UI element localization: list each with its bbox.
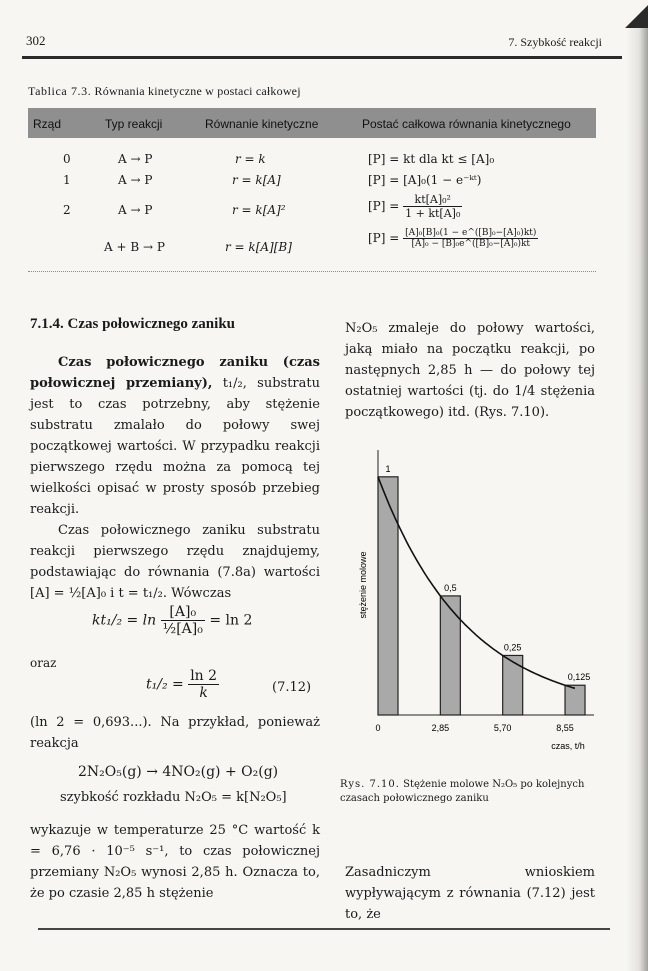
row-order: 0: [63, 152, 71, 166]
lead-paragraph: [30, 352, 320, 604]
oraz-label: oraz: [30, 656, 57, 670]
row-rate: r = k[A][B]: [225, 240, 292, 254]
bar-value-label: 0,125: [567, 672, 591, 683]
page-edge-shadow: [626, 0, 648, 971]
integral-numerator: [A]₀[B]₀(1 − e^([B]₀−[A]₀)kt): [405, 228, 537, 238]
bar-value-label: 0,5: [444, 582, 457, 593]
row-integral: [368, 193, 462, 220]
integral-lhs: [P] =: [368, 199, 400, 213]
table-bottom-rule: [28, 271, 596, 272]
footer-rule: [38, 928, 610, 930]
page-number: 302: [26, 33, 46, 48]
bar-value-label: 1: [385, 463, 391, 474]
table-caption-text: Równania kinetyczne w postaci całkowej: [94, 84, 301, 98]
table-caption-label: Tablica 7.3.: [28, 84, 92, 98]
table-header-integral: Postać całkowa równania kinetycznego: [362, 117, 571, 131]
table-caption: [28, 84, 301, 99]
table-header-rate: Równanie kinetyczne: [205, 117, 319, 131]
eq1-denominator: ½[A]₀: [162, 621, 203, 637]
chart-bar: [440, 596, 460, 715]
eq1-rhs: = ln 2: [209, 612, 253, 629]
x-tick-label: 0: [375, 723, 381, 733]
x-axis-label: czas, t/h: [551, 741, 585, 751]
section-title: 7.1.4. Czas połowicznego zaniku: [30, 316, 236, 332]
equation-number: (7.12): [272, 680, 312, 695]
figure-caption-text: Stężenie molowe N₂O₅ po kolejnych czasach połowicznego zaniku: [340, 779, 585, 804]
rate-law: szybkość rozkładu N₂O₅ = k[N₂O₅]: [60, 790, 287, 805]
chart-bar: [565, 685, 585, 715]
figure-label: Rys. 7.10.: [340, 779, 400, 790]
y-axis-label: stężenie molowe: [358, 551, 368, 619]
lead-bold: Czas połowicznego zaniku (czas połowicznej przemiany),: [30, 355, 320, 391]
table-header-type: Typ reakcji: [105, 117, 163, 131]
row-integral: [P] = kt dla kt ≤ [A]₀: [368, 152, 495, 166]
row-type: A → P: [118, 203, 153, 217]
half-life-chart: [336, 450, 606, 770]
row-order: 2: [63, 203, 71, 217]
integral-numerator: kt[A]₀²: [403, 193, 462, 207]
chart-bar: [378, 477, 398, 715]
integral-lhs: [P] =: [368, 231, 400, 245]
row-type: A → P: [118, 173, 153, 187]
row-type: A → P: [118, 152, 153, 166]
paragraph-2: Czas połowicznego zaniku substratu reakcji pierwszego rzędu znajdujemy, podstawiając do równania (7.8a) wartości [A] = ½[A]₀ i t = t₁/₂. Wówczas: [30, 523, 320, 601]
bar-value-label: 0,25: [503, 642, 522, 653]
page-corner: [618, 0, 648, 28]
row-integral: [P] = [A]₀(1 − e⁻ᵏᵗ): [368, 173, 482, 187]
row-rate: r = k[A]²: [232, 203, 286, 217]
table-header-order: Rząd: [33, 117, 62, 131]
x-tick-label: 8,55: [556, 723, 574, 733]
eq2-denominator: k: [199, 685, 208, 701]
row-type: A + B → P: [104, 240, 165, 254]
right-paragraph: N₂O₅ zmaleje do połowy wartości, jaką miało na początku reakcji, po następnych 2,85 h — do połowy tej ostatniej wartości (tj. do 1/4 stężenia początkowego) itd. (Rys. 7.10).: [345, 321, 595, 420]
paragraph-4: wykazuje w temperaturze 25 °C wartość k = 6,76 · 10⁻⁵ s⁻¹, to czas połowicznej przemiany N₂O₅ wynosi 2,85 h. Oznacza to, że po czasie 2,85 h stężenie: [30, 823, 320, 901]
row-integral: [368, 228, 538, 249]
right-paragraph-bottom: Zasadniczym wnioskiem wypływającym z równania (7.12) jest to, że: [345, 865, 595, 922]
paragraph-3: (ln 2 = 0,693...). Na przykład, ponieważ reakcja: [30, 715, 320, 751]
figure-caption: [340, 778, 602, 806]
integral-denominator: 1 + kt[A]₀: [405, 207, 461, 220]
reaction-equation: 2N₂O₅(g) → 4NO₂(g) + O₂(g): [78, 764, 279, 780]
running-head: 7. Szybkość reakcji: [508, 35, 602, 49]
header-rule: [22, 56, 622, 59]
eq2-numerator: ln 2: [190, 668, 218, 684]
x-tick-label: 2,85: [431, 723, 450, 733]
eq1-lhs: kt₁/₂ = ln: [92, 612, 157, 629]
lead-rest: t₁/₂, substratu jest to czas potrzebny, aby stężenie substratu zmalało do połowy swej początkowej wartości. W przypadku reakcji pierwszego rzędu można za pomocą tej wielkości opisać w prosty sposób przebieg reakcji.: [30, 376, 320, 517]
eq2-lhs: t₁/₂ =: [146, 676, 184, 693]
equation-half-life-2: [146, 668, 219, 701]
row-order: 1: [63, 173, 71, 187]
eq1-numerator: [A]₀: [161, 604, 205, 621]
row-rate: r = k[A]: [232, 173, 281, 187]
chart-bar: [503, 655, 523, 715]
row-rate: r = k: [235, 152, 266, 166]
equation-half-life-1: [92, 604, 252, 637]
integral-denominator: [A]₀ − [B]₀e^([B]₀−[A]₀)kt: [411, 239, 531, 249]
decay-curve: [378, 477, 575, 689]
x-tick-label: 5,70: [493, 723, 512, 733]
